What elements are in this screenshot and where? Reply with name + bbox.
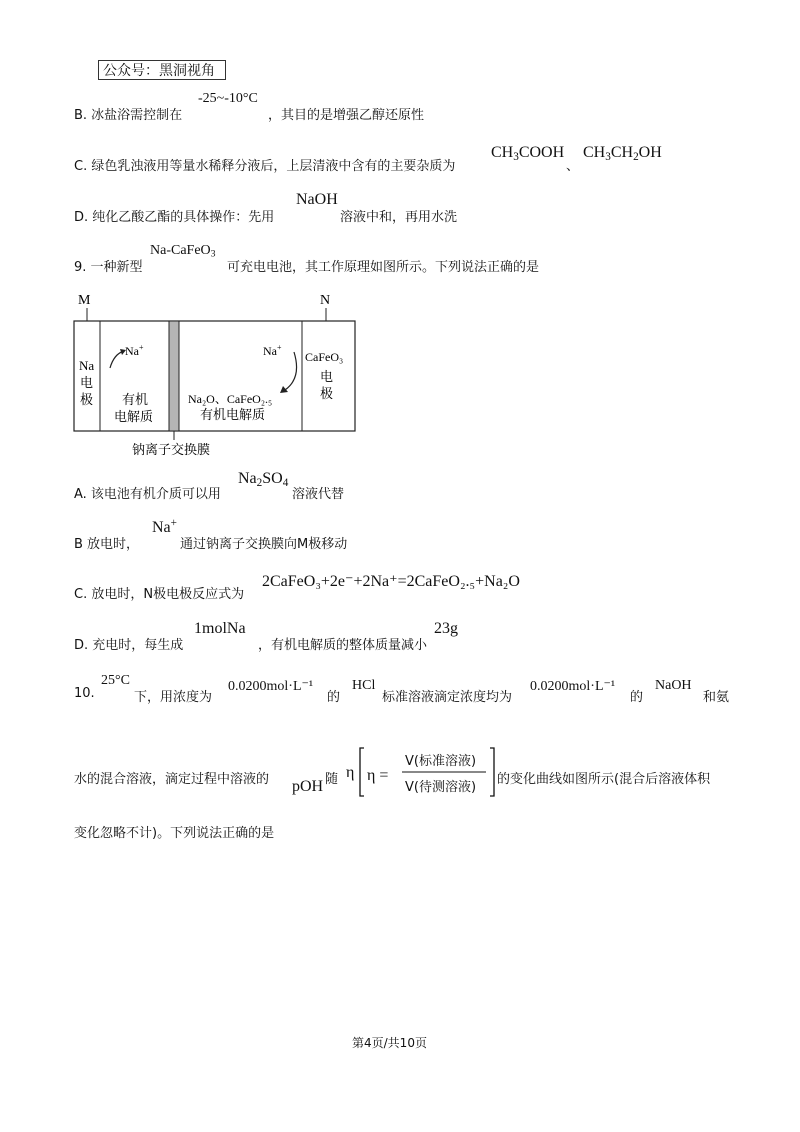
q9-option-a-formula: $Na_2SO_4$ [238, 470, 289, 489]
products-label: Na₂O、CaFeO₂.₅ [188, 392, 273, 406]
cafeo3-electrode-label: CaFeO₃ [305, 350, 344, 364]
q9-option-b-text: B 放电时， [74, 537, 140, 552]
eta-denominator: V(待测溶液) [405, 780, 477, 795]
option-c-formula-2: $CH_3CH_2OH$ [583, 144, 662, 163]
na-ion-right: Na+ [263, 343, 282, 358]
question-10-line-2: 水的混合溶液，滴定过程中溶液的 [74, 772, 270, 787]
option-d-formula: NaOH [296, 191, 338, 208]
organic-electrolyte-left-1: 有机 [122, 393, 149, 408]
question-10-text-1: 下，用浓度为 [134, 690, 213, 705]
q9-option-b-rest: 通过钠离子交换膜向M极移动 [180, 537, 348, 552]
option-b-text: B. 冰盐浴需控制在 [74, 108, 183, 123]
membrane-label: 钠离子交换膜 [132, 443, 211, 458]
question-10-number: 10. [74, 686, 95, 701]
na-electrode-label: Na [79, 358, 95, 373]
q9-option-d-mass: 23g [434, 620, 458, 637]
battery-diagram [70, 288, 370, 460]
q9-option-c-equation: 2CaFeO₃+2e⁻+2Na⁺=2CaFeO₂.₅+Na₂O [262, 573, 520, 590]
na-ion-left: Na+ [125, 343, 144, 358]
option-c-separator: 、 [566, 159, 580, 174]
option-c-formula-1: $CH_3COOH$ [491, 144, 565, 163]
watermark-label: 公众号：黑洞视角 [98, 60, 226, 80]
option-b-rest: ，其目的是增强乙醇还原性 [268, 108, 425, 123]
option-b-formula: -25~-10°C [198, 91, 258, 106]
question-10-conc-2: 0.0200mol·L⁻¹ [530, 679, 616, 694]
option-c-text: C. 绿色乳浊液用等量水稀释分液后，上层清液中含有的主要杂质为 [74, 159, 456, 174]
electrode-label-n: N [320, 293, 331, 308]
question-10-poh: pOH [292, 778, 324, 795]
sodium-exchange-membrane [169, 321, 179, 431]
q9-option-d-formula: 1molNa [194, 620, 246, 637]
question-10-text-2: 的 [327, 690, 341, 705]
organic-electrolyte-left-2: 电解质 [114, 410, 154, 425]
na-electrode-char-1: 电 [80, 376, 94, 391]
option-d-text: D. 纯化乙酸乙酯的具体操作：先用 [74, 210, 275, 225]
question-10-conc-1: 0.0200mol·L⁻¹ [228, 679, 314, 694]
q9-option-b-formula: Na+ [152, 516, 177, 536]
eta-numerator: V(标准溶液) [405, 754, 477, 769]
na-ion-arrow-right [285, 352, 297, 390]
arrowhead-right [280, 386, 288, 393]
q9-option-c-text: C. 放电时，N极电极反应式为 [74, 587, 245, 602]
question-10-sui: 随 [325, 772, 339, 787]
eta-equals: η = [367, 767, 389, 784]
question-9-text: 9. 一种新型 [74, 260, 143, 275]
na-electrode-char-2: 极 [80, 393, 94, 408]
option-d-rest: 溶液中和，再用水洗 [340, 210, 458, 225]
question-9-rest: 可充电电池，其工作原理如图所示。下列说法正确的是 [227, 260, 540, 275]
question-10-naoh: NaOH [655, 678, 692, 693]
question-10-text-5: 和氨 [703, 690, 730, 705]
question-9-formula: Na-CaFeO$_3$ [150, 243, 216, 260]
cafeo3-electrode-char-1: 电 [320, 370, 334, 385]
cafeo3-electrode-char-2: 极 [320, 387, 334, 402]
question-10-text-3: 标准溶液滴定浓度均为 [382, 690, 513, 705]
q9-option-a-rest: 溶液代替 [292, 487, 345, 502]
question-10-line-2-end: 的变化曲线如图所示(混合后溶液体积 [497, 772, 711, 787]
q9-option-a-text: A. 该电池有机介质可以用 [74, 487, 221, 502]
question-10-line-3: 变化忽略不计)。下列说法正确的是 [74, 826, 275, 841]
question-10-temperature: 25°C [101, 673, 130, 688]
question-10-eta: η [346, 764, 355, 781]
q9-option-d-text: D. 充电时，每生成 [74, 638, 184, 653]
electrode-label-m: M [78, 293, 91, 308]
question-10-text-4: 的 [630, 690, 644, 705]
question-10-hcl: HCl [352, 678, 376, 693]
organic-electrolyte-right: 有机电解质 [200, 408, 266, 423]
page-footer: 第4页/共10页 [352, 1036, 427, 1050]
q9-option-d-mid: ，有机电解质的整体质量减小 [258, 638, 428, 653]
